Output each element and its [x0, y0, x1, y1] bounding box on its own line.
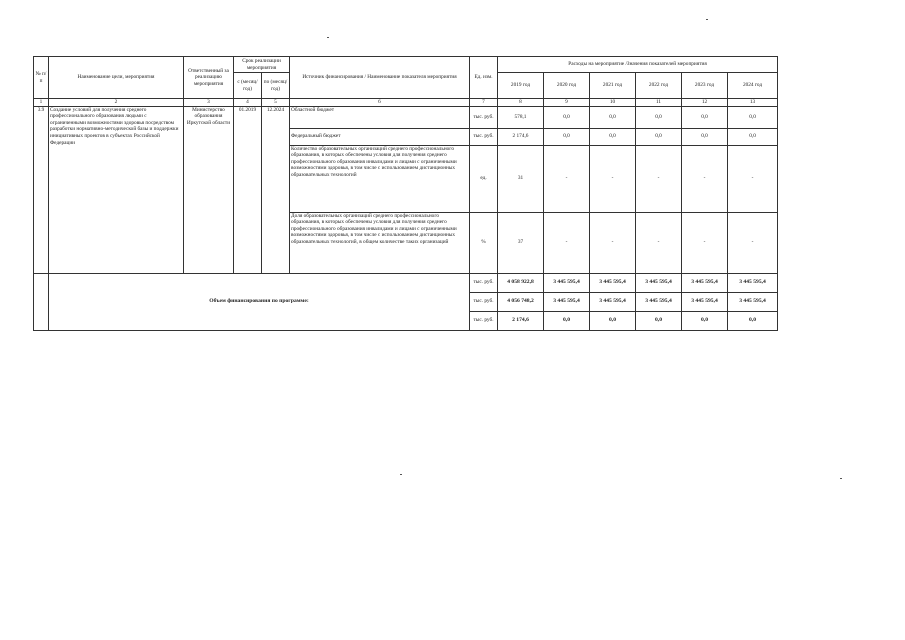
column-number: 10 — [590, 99, 636, 107]
header-unit: Ед. изм. — [470, 57, 498, 99]
row-unit: тыс. руб. — [470, 128, 498, 145]
header-responsible: Ответственный за реализацию мероприятия — [184, 57, 234, 99]
scan-speck — [706, 19, 708, 20]
row-indicator: Доля образовательных организаций среднего профессионального образования, в которых обеспечены условия для получения среднего профессионального образования инвалидами и лицами с ограниченными возможностями здоровья, в том числе с использованием дистанционных образовательных технологий, в общем количестве таких организаций — [290, 212, 470, 273]
row-value: 0,0 — [728, 128, 778, 145]
column-number: 4 — [234, 99, 262, 107]
row-value: 2 174,6 — [498, 128, 544, 145]
row-value: 0,0 — [682, 128, 728, 145]
summary-value: 4 056 748,2 — [498, 292, 544, 311]
header-row-1 — [34, 57, 778, 73]
item-number: 3.9 — [34, 106, 49, 273]
scan-speck — [840, 478, 842, 479]
row-value: - — [590, 145, 636, 212]
row-unit: тыс. руб. — [470, 106, 498, 128]
row-indicator: Количество образовательных организаций среднего профессионального образования, в которых обеспечены условия для получения среднего профессионального образования инвалидами и лицами с ограниченными возможностями здоровья, в том числе с использованием дистанционных образовательных технологий — [290, 145, 470, 212]
scan-speck — [327, 37, 329, 38]
summary-value: 0,0 — [728, 311, 778, 330]
column-number: 7 — [470, 99, 498, 107]
summary-unit: тыс. руб. — [470, 292, 498, 311]
row-value: 0,0 — [682, 106, 728, 128]
summary-value: 2 174,6 — [498, 311, 544, 330]
header-year: 2019 год — [498, 73, 544, 99]
header-source: Источник финансирования / Наименование показателя мероприятия — [290, 57, 470, 99]
row-value: 0,0 — [544, 128, 590, 145]
item-to: 12.2024 — [262, 106, 290, 273]
row-value: 31 — [498, 145, 544, 212]
row-value: - — [682, 212, 728, 273]
column-number: 1 — [34, 99, 49, 107]
item-from: 01.2019 — [234, 106, 262, 273]
column-number: 5 — [262, 99, 290, 107]
row-value: - — [636, 212, 682, 273]
row-value: 578,1 — [498, 106, 544, 128]
summary-unit: тыс. руб. — [470, 273, 498, 292]
summary-value: 3 445 595,4 — [682, 273, 728, 292]
item-name: Создание условий для получения среднего профессионального образования людьми с ограниченными возможностями здоровья посредством разработки нормативно-методической базы и поддержки инициативных проектов в субъектах Российской Федерации — [49, 106, 184, 273]
row-value: 0,0 — [636, 106, 682, 128]
column-number: 9 — [544, 99, 590, 107]
row-value: 0,0 — [590, 128, 636, 145]
header-term-to: по (месяц/ год) — [262, 73, 290, 99]
summary-value: 0,0 — [544, 311, 590, 330]
summary-unit: тыс. руб. — [470, 311, 498, 330]
summary-value: 0,0 — [636, 311, 682, 330]
summary-blank — [34, 273, 49, 330]
row-value: - — [728, 145, 778, 212]
column-number-row — [34, 99, 778, 107]
header-year: 2022 год — [636, 73, 682, 99]
row-value: - — [682, 145, 728, 212]
column-number: 3 — [184, 99, 234, 107]
summary-value: 0,0 — [682, 311, 728, 330]
column-number: 8 — [498, 99, 544, 107]
row-value: - — [544, 212, 590, 273]
row-unit: ед. — [470, 145, 498, 212]
column-number: 12 — [682, 99, 728, 107]
header-name: Наименование цели, мероприятия — [49, 57, 184, 99]
summary-value: 0,0 — [590, 311, 636, 330]
header-term: Срок реализации мероприятия — [234, 57, 290, 73]
row-value: - — [590, 212, 636, 273]
row-value: 0,0 — [728, 106, 778, 128]
header-year: 2021 год — [590, 73, 636, 99]
column-number: 11 — [636, 99, 682, 107]
summary-value: 3 445 595,4 — [544, 273, 590, 292]
row-unit: % — [470, 212, 498, 273]
summary-label: Объем финансирования по программе: — [49, 273, 470, 330]
summary-value: 3 445 595,4 — [728, 292, 778, 311]
summary-value: 3 445 595,4 — [728, 273, 778, 292]
row-value: - — [728, 212, 778, 273]
header-year: 2020 год — [544, 73, 590, 99]
row-value: - — [544, 145, 590, 212]
row-value: 0,0 — [544, 106, 590, 128]
row-value: 0,0 — [636, 128, 682, 145]
summary-value: 3 445 595,4 — [590, 273, 636, 292]
header-expenses: Расходы на мероприятие /Значения показателей мероприятия — [498, 57, 778, 73]
row-value: 37 — [498, 212, 544, 273]
budget-table — [33, 56, 778, 331]
item-responsible: Министерство образования Иркутской области — [184, 106, 234, 273]
row-value: 0,0 — [590, 106, 636, 128]
summary-value: 3 445 595,4 — [636, 292, 682, 311]
header-year: 2023 год — [682, 73, 728, 99]
column-number: 6 — [290, 99, 470, 107]
row-source: Федеральный бюджет — [290, 128, 470, 145]
header-term-from: с (месяц/ год) — [234, 73, 262, 99]
table-row — [34, 106, 778, 128]
row-value: - — [636, 145, 682, 212]
column-number: 13 — [728, 99, 778, 107]
summary-value: 3 445 595,4 — [636, 273, 682, 292]
summary-value: 3 445 595,4 — [544, 292, 590, 311]
row-source: Областной бюджет — [290, 106, 470, 128]
scan-speck — [400, 474, 402, 475]
summary-row — [34, 273, 778, 292]
summary-value: 4 058 922,8 — [498, 273, 544, 292]
summary-value: 3 445 595,4 — [590, 292, 636, 311]
header-year: 2024 год — [728, 73, 778, 99]
summary-value: 3 445 595,4 — [682, 292, 728, 311]
header-num: № п/п — [34, 57, 49, 99]
column-number: 2 — [49, 99, 184, 107]
